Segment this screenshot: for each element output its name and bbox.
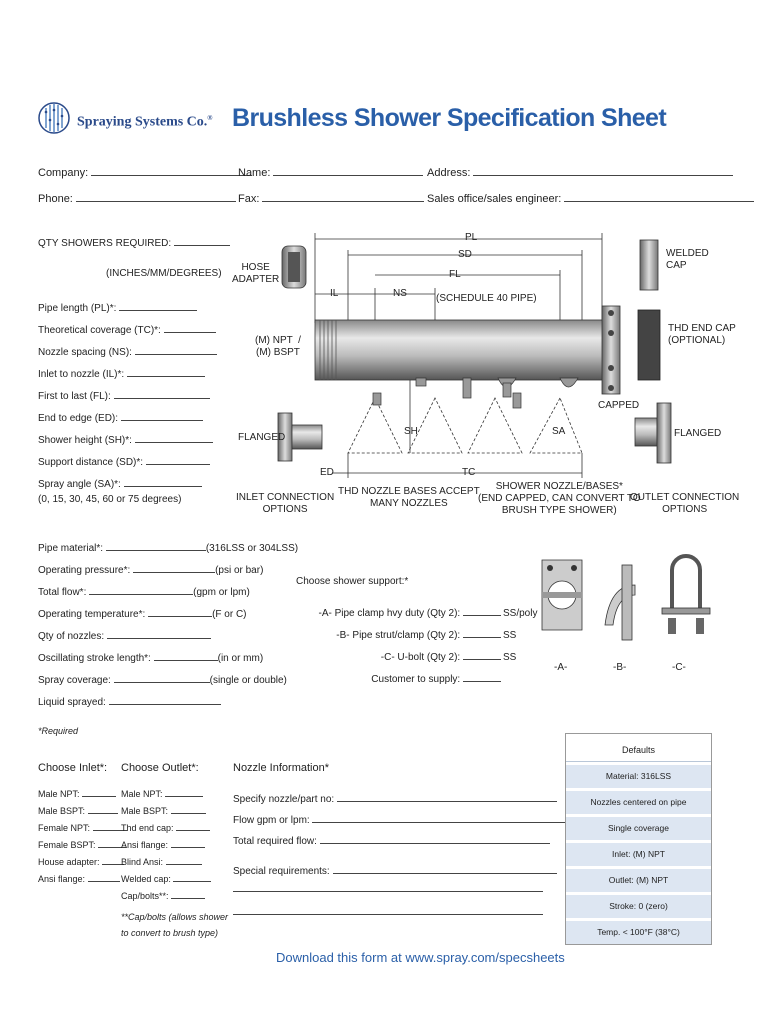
defaults-rows: [566, 762, 711, 944]
welded-cap-icon: [640, 240, 658, 290]
support-option-0[interactable]: [296, 603, 538, 625]
operating-field-4[interactable]: [38, 626, 298, 648]
operating-field-5-label: Oscillating stroke length*:: [38, 653, 151, 664]
phone-field[interactable]: [38, 192, 236, 205]
spec-field-4-label: First to last (FL):: [38, 391, 111, 402]
logo: [37, 100, 237, 140]
support-option-label: -A- Pipe clamp hvy duty (Qty 2):: [318, 608, 461, 619]
operating-field-7-label: Liquid sprayed:: [38, 697, 106, 708]
thd-end-cap-label: THD END CAP (OPTIONAL): [668, 323, 736, 346]
operating-field-3-hint: (F or C): [212, 609, 247, 620]
support-options: [296, 603, 538, 691]
support-option-1[interactable]: [296, 625, 517, 647]
footer-link[interactable]: Download this form at www.spray.com/specsheets: [276, 950, 565, 965]
spec-field-8-label: Spray angle (SA)*:: [38, 479, 121, 490]
shower-bases-label: SHOWER NOZZLE/BASES* (END CAPPED, CAN CONVERT TO BRUSH TYPE SHOWER): [478, 481, 641, 516]
outlet-option-3-label: Ansi flange:: [121, 840, 169, 850]
units-label: (INCHES/MM/DEGREES): [106, 268, 222, 279]
inlet-heading: Choose Inlet*:: [38, 762, 108, 774]
outlet-option-6[interactable]: [121, 888, 211, 905]
operating-field-6[interactable]: [38, 670, 298, 692]
operating-field-1[interactable]: [38, 560, 298, 582]
spec-field-2-label: Nozzle spacing (NS):: [38, 347, 132, 358]
thd-bases-label: THD NOZZLE BASES ACCEPT MANY NOZZLES: [338, 486, 480, 509]
sales-field[interactable]: [427, 192, 754, 205]
inlet-option-2[interactable]: [38, 820, 127, 837]
outlet-option-2[interactable]: [121, 820, 211, 837]
outlet-option-3[interactable]: [121, 837, 211, 854]
outlet-option-5-label: Welded cap:: [121, 874, 171, 884]
operating-fields: [38, 538, 298, 714]
flow-label: Flow gpm or lpm:: [233, 815, 310, 826]
tc-label: TC: [462, 467, 476, 478]
support-pic-a: -A-: [554, 662, 568, 673]
address-field[interactable]: [427, 166, 733, 179]
inlet-option-1[interactable]: [38, 803, 127, 820]
operating-field-5-hint: (in or mm): [217, 653, 264, 664]
il-label: IL: [330, 288, 339, 299]
nozzle-part-label: Specify nozzle/part no:: [233, 794, 335, 805]
outlet-flange-icon: [635, 403, 671, 463]
inlet-option-3-label: Female BSPT:: [38, 840, 96, 850]
default-row: Material: 316LSS: [566, 762, 711, 788]
operating-field-7[interactable]: [38, 692, 298, 714]
qty-label: QTY SHOWERS REQUIRED:: [38, 238, 172, 249]
support-heading: Choose shower support:*: [296, 576, 409, 587]
sd-label: SD: [458, 249, 472, 260]
outlet-heading: Choose Outlet*:: [121, 762, 199, 774]
operating-field-0[interactable]: [38, 538, 298, 560]
support-option-2[interactable]: [296, 647, 517, 669]
outlet-option-1[interactable]: [121, 803, 211, 820]
outlet-option-4-label: Blind Ansi:: [121, 857, 164, 867]
required-note: *Required: [38, 726, 79, 736]
spec-fields: [38, 298, 217, 496]
angles-hint: (0, 15, 30, 45, 60 or 75 degrees): [38, 494, 182, 505]
spec-field-2[interactable]: [38, 342, 217, 364]
u-bolt-icon: [662, 556, 710, 634]
brand-mark: ®: [207, 114, 213, 122]
nozzle-heading: Nozzle Information*: [233, 762, 329, 774]
spec-field-3[interactable]: [38, 364, 217, 386]
flanged-right-label: FLANGED: [674, 428, 722, 439]
default-row: Outlet: (M) NPT: [566, 866, 711, 892]
sa-label: SA: [552, 426, 566, 437]
fax-field[interactable]: [238, 192, 424, 205]
defaults-box: [565, 733, 712, 945]
spec-field-6-label: Shower height (SH)*:: [38, 435, 132, 446]
spec-field-1[interactable]: [38, 320, 217, 342]
support-option-suffix: SS: [503, 652, 517, 663]
npt-label: (M) NPT / (M) BSPT: [255, 335, 301, 358]
spec-field-0[interactable]: [38, 298, 217, 320]
default-row: Inlet: (M) NPT: [566, 840, 711, 866]
outlet-option-1-label: Male BSPT:: [121, 806, 169, 816]
support-pic-b: -B-: [613, 662, 627, 673]
support-option-label: -C- U-bolt (Qty 2):: [380, 652, 461, 663]
support-option-suffix: SS/poly: [503, 608, 538, 619]
operating-field-2-label: Total flow*:: [38, 587, 87, 598]
hose-adapter-icon: [282, 246, 306, 288]
phone-label: Phone:: [38, 193, 73, 205]
default-row: Temp. < 100°F (38°C): [566, 918, 711, 944]
special-req-label: Special requirements:: [233, 866, 330, 877]
outlet-note: **Cap/bolts (allows shower to convert to brush type): [121, 912, 229, 938]
operating-field-6-hint: (single or double): [209, 675, 287, 686]
spec-field-5-label: End to edge (ED):: [38, 413, 119, 424]
company-field[interactable]: [38, 166, 251, 179]
qty-field[interactable]: [38, 236, 230, 249]
sh-label: SH: [404, 426, 418, 437]
operating-field-0-label: Pipe material*:: [38, 543, 104, 554]
spec-field-4[interactable]: [38, 386, 217, 408]
thd-end-cap-icon: [638, 310, 660, 380]
support-pic-c: -C-: [672, 662, 686, 673]
outlet-option-2-label: Thd end cap:: [121, 823, 174, 833]
operating-field-5[interactable]: [38, 648, 298, 670]
pipe-strut-icon: [605, 565, 635, 640]
spec-field-5[interactable]: [38, 408, 217, 430]
operating-field-1-hint: (psi or bar): [215, 565, 264, 576]
name-field[interactable]: [238, 166, 423, 179]
inlet-option-4-label: House adapter:: [38, 857, 100, 867]
operating-field-2[interactable]: [38, 582, 298, 604]
inlet-option-5-label: Ansi flange:: [38, 874, 86, 884]
inlet-option-5[interactable]: [38, 871, 127, 888]
flow-field[interactable]: [233, 813, 567, 826]
total-flow-field[interactable]: [233, 834, 550, 847]
inlet-options: [38, 786, 127, 888]
operating-field-3[interactable]: [38, 604, 298, 626]
outlet-option-5[interactable]: [121, 871, 211, 888]
inlet-option-4[interactable]: [38, 854, 127, 871]
page-title: Brushless Shower Specification Sheet: [232, 104, 667, 132]
inlet-option-1-label: Male BSPT:: [38, 806, 86, 816]
outlet-options-label: OUTLET CONNECTION OPTIONS: [630, 492, 740, 515]
flanged-left-label: FLANGED: [238, 432, 286, 443]
defaults-heading: Defaults: [566, 734, 711, 762]
pipe-clamp-icon: [542, 560, 582, 630]
name-label: Name:: [238, 167, 271, 179]
support-option-suffix: SS: [503, 630, 517, 641]
ns-label: NS: [393, 288, 407, 299]
outlet-option-0-label: Male NPT:: [121, 789, 163, 799]
spec-field-8[interactable]: [38, 474, 217, 496]
support-option-label: -B- Pipe strut/clamp (Qty 2):: [336, 630, 461, 641]
default-row: Single coverage: [566, 814, 711, 840]
inlet-option-3[interactable]: [38, 837, 127, 854]
operating-field-2-hint: (gpm or lpm): [193, 587, 250, 598]
spec-field-7-label: Support distance (SD)*:: [38, 457, 144, 468]
inlet-option-2-label: Female NPT:: [38, 823, 91, 833]
nozzle-part-field[interactable]: [233, 792, 557, 805]
support-option-label: Customer to supply:: [371, 674, 461, 685]
spec-field-6[interactable]: [38, 430, 217, 452]
brand-name: Spraying Systems Co.®: [77, 114, 213, 130]
spec-field-7[interactable]: [38, 452, 217, 474]
schedule-label: (SCHEDULE 40 PIPE): [436, 293, 537, 304]
hose-adapter-label: HOSE ADAPTER: [232, 262, 280, 285]
spec-field-3-label: Inlet to nozzle (IL)*:: [38, 369, 125, 380]
spec-field-0-label: Pipe length (PL)*:: [38, 303, 117, 314]
operating-field-0-hint: (316LSS or 304LSS): [205, 543, 299, 554]
special-req-line-3[interactable]: [233, 914, 543, 915]
outlet-options: [121, 786, 211, 905]
sales-label: Sales office/sales engineer:: [427, 193, 562, 205]
total-flow-label: Total required flow:: [233, 836, 317, 847]
inlet-option-0-label: Male NPT:: [38, 789, 80, 799]
special-req-field[interactable]: [233, 864, 557, 877]
fl-label: FL: [449, 269, 461, 280]
company-label: Company:: [38, 167, 89, 179]
outlet-option-6-label: Cap/bolts**:: [121, 891, 169, 901]
spec-field-1-label: Theoretical coverage (TC)*:: [38, 325, 161, 336]
pl-label: PL: [465, 232, 478, 243]
outlet-option-0[interactable]: [121, 786, 211, 803]
globe-logo-icon: [37, 100, 71, 136]
operating-field-6-label: Spray coverage:: [38, 675, 111, 686]
operating-field-3-label: Operating temperature*:: [38, 609, 146, 620]
fax-label: Fax:: [238, 193, 260, 205]
support-option-3[interactable]: [296, 669, 501, 691]
default-row: Nozzles centered on pipe: [566, 788, 711, 814]
support-pictures: [530, 540, 730, 660]
inlet-option-0[interactable]: [38, 786, 127, 803]
default-row: Stroke: 0 (zero): [566, 892, 711, 918]
address-label: Address:: [427, 167, 471, 179]
capped-label: CAPPED: [598, 400, 640, 411]
operating-field-4-label: Qty of nozzles:: [38, 631, 105, 642]
welded-cap-label: WELDED CAP: [666, 248, 709, 271]
inlet-options-label: INLET CONNECTION OPTIONS: [236, 492, 335, 515]
operating-field-1-label: Operating pressure*:: [38, 565, 131, 576]
outlet-option-4[interactable]: [121, 854, 211, 871]
ed-label: ED: [320, 467, 334, 478]
special-req-line-2[interactable]: [233, 891, 543, 892]
